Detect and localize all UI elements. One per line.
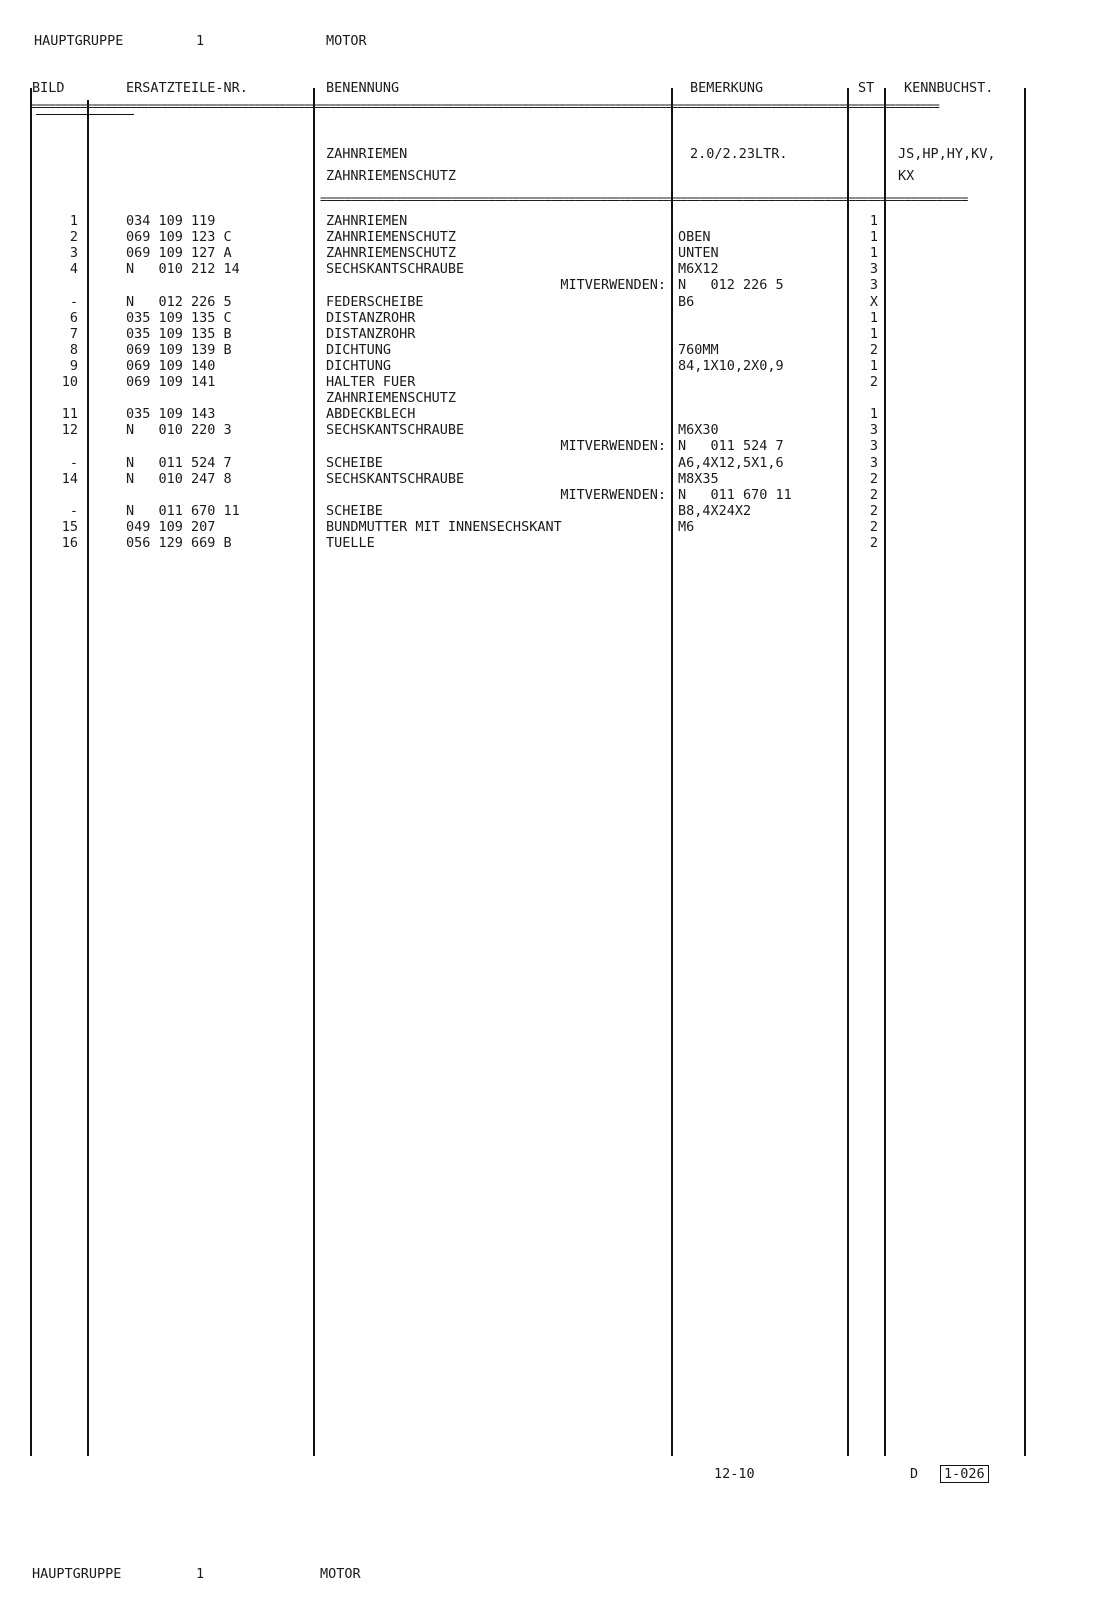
language-code: D: [910, 1466, 919, 1482]
rule-bild: [87, 100, 89, 1456]
col-nr-header: ERSATZTEILE-NR.: [126, 80, 248, 96]
row-benennung: BUNDMUTTER MIT INNENSECHSKANT: [326, 519, 562, 535]
row-benennung: MITVERWENDEN:: [560, 487, 666, 503]
row-part-number: 069 109 141: [126, 374, 216, 390]
row-part-number: N 010 247 8: [126, 471, 232, 487]
row-st: 3: [869, 261, 878, 277]
row-st: 3: [869, 277, 878, 293]
row-benennung: SECHSKANTSCHRAUBE: [326, 422, 465, 438]
row-bild: -: [69, 455, 78, 471]
row-benennung: ZAHNRIEMENSCHUTZ: [326, 229, 457, 245]
section-kenn-2: KX: [898, 168, 915, 184]
row-st: 2: [869, 535, 878, 551]
row-st: 3: [869, 438, 878, 454]
row-bemerkung: N 011 670 11: [678, 487, 792, 503]
row-bild: 10: [61, 374, 78, 390]
row-bild: 15: [61, 519, 78, 535]
col-bemerkung-header: BEMERKUNG: [690, 80, 764, 96]
row-bild: 14: [61, 471, 78, 487]
row-bemerkung: M6X30: [678, 422, 719, 438]
row-st: 2: [869, 374, 878, 390]
row-part-number: 049 109 207: [126, 519, 216, 535]
section-title-1: ZAHNRIEMEN: [326, 146, 408, 162]
row-st: 2: [869, 471, 878, 487]
row-bemerkung: M6X12: [678, 261, 719, 277]
row-st: 1: [869, 245, 878, 261]
row-part-number: 035 109 135 C: [126, 310, 232, 326]
row-st: 1: [869, 406, 878, 422]
row-benennung: ZAHNRIEMENSCHUTZ: [326, 390, 457, 406]
row-benennung: MITVERWENDEN:: [560, 438, 666, 454]
section-separator: ========================================================================================================: [320, 193, 968, 205]
rule-benennung: [671, 88, 673, 1456]
row-benennung: MITVERWENDEN:: [560, 277, 666, 293]
row-bemerkung: OBEN: [678, 229, 711, 245]
row-benennung: ZAHNRIEMENSCHUTZ: [326, 245, 457, 261]
row-part-number: 056 129 669 B: [126, 535, 232, 551]
row-part-number: 069 109 123 C: [126, 229, 232, 245]
row-part-number: N 012 226 5: [126, 294, 232, 310]
group-label: HAUPTGRUPPE: [34, 33, 124, 49]
next-group-name: MOTOR: [320, 1566, 361, 1582]
group-number: 1: [196, 33, 205, 49]
row-benennung: DICHTUNG: [326, 358, 392, 374]
row-bemerkung: M6: [678, 519, 695, 535]
row-benennung: SECHSKANTSCHRAUBE: [326, 261, 465, 277]
row-part-number: 069 109 127 A: [126, 245, 232, 261]
row-bild: 16: [61, 535, 78, 551]
row-st: 3: [869, 455, 878, 471]
document-code-box: 1-026: [940, 1465, 989, 1483]
row-st: 1: [869, 229, 878, 245]
row-st: 1: [869, 326, 878, 342]
row-bild: 11: [61, 406, 78, 422]
row-benennung: DISTANZROHR: [326, 310, 416, 326]
rule-bemerkung: [847, 88, 849, 1456]
row-part-number: N 010 220 3: [126, 422, 232, 438]
row-bild: 9: [69, 358, 78, 374]
section-kenn-1: JS,HP,HY,KV,: [898, 146, 996, 162]
row-bild: -: [69, 503, 78, 519]
section-title-2: ZAHNRIEMENSCHUTZ: [326, 168, 457, 184]
header-separator: ==================================================================================================================================================: [30, 100, 939, 112]
row-part-number: N 011 524 7: [126, 455, 232, 471]
row-bemerkung: N 011 524 7: [678, 438, 784, 454]
row-bild: 7: [69, 326, 78, 342]
row-benennung: HALTER FUER: [326, 374, 416, 390]
row-benennung: TUELLE: [326, 535, 375, 551]
row-part-number: 069 109 139 B: [126, 342, 232, 358]
row-bemerkung: B6: [678, 294, 695, 310]
row-bild: 1: [69, 213, 78, 229]
row-part-number: 035 109 135 B: [126, 326, 232, 342]
rule-left: [30, 88, 32, 1456]
next-group-label: HAUPTGRUPPE: [32, 1566, 122, 1582]
row-bild: 12: [61, 422, 78, 438]
row-benennung: ABDECKBLECH: [326, 406, 416, 422]
row-st: 3: [869, 422, 878, 438]
row-st: 1: [869, 310, 878, 326]
col-benennung-header: BENENNUNG: [326, 80, 400, 96]
col-st-header: ST: [858, 80, 875, 96]
row-bild: 4: [69, 261, 78, 277]
row-st: X: [869, 294, 878, 310]
row-bemerkung: B8,4X24X2: [678, 503, 752, 519]
row-bild: -: [69, 294, 78, 310]
row-bemerkung: A6,4X12,5X1,6: [678, 455, 784, 471]
row-part-number: N 010 212 14: [126, 261, 240, 277]
row-bild: 3: [69, 245, 78, 261]
row-bemerkung: N 012 226 5: [678, 277, 784, 293]
row-part-number: 069 109 140: [126, 358, 216, 374]
page-number: 12-10: [714, 1466, 755, 1482]
row-benennung: DISTANZROHR: [326, 326, 416, 342]
row-benennung: SECHSKANTSCHRAUBE: [326, 471, 465, 487]
col-kenn-header: KENNBUCHST.: [904, 80, 994, 96]
row-benennung: ZAHNRIEMEN: [326, 213, 408, 229]
rule-nr: [313, 88, 315, 1456]
row-st: 2: [869, 487, 878, 503]
next-group-number: 1: [196, 1566, 205, 1582]
row-part-number: 035 109 143: [126, 406, 216, 422]
row-bemerkung: 760MM: [678, 342, 719, 358]
row-part-number: 034 109 119: [126, 213, 216, 229]
row-st: 2: [869, 342, 878, 358]
row-benennung: SCHEIBE: [326, 455, 383, 471]
row-st: 2: [869, 519, 878, 535]
row-bild: 8: [69, 342, 78, 358]
section-bemerkung: 2.0/2.23LTR.: [690, 146, 788, 162]
row-st: 1: [869, 358, 878, 374]
rule-right: [1024, 88, 1026, 1456]
header-underline: [36, 114, 134, 115]
row-bemerkung: UNTEN: [678, 245, 719, 261]
rule-st: [884, 88, 886, 1456]
row-benennung: DICHTUNG: [326, 342, 392, 358]
col-bild-header: BILD: [32, 80, 65, 96]
row-benennung: FEDERSCHEIBE: [326, 294, 424, 310]
row-bemerkung: M8X35: [678, 471, 719, 487]
group-name: MOTOR: [326, 33, 367, 49]
row-st: 2: [869, 503, 878, 519]
row-st: 1: [869, 213, 878, 229]
row-bild: 6: [69, 310, 78, 326]
row-bemerkung: 84,1X10,2X0,9: [678, 358, 784, 374]
row-benennung: SCHEIBE: [326, 503, 383, 519]
row-part-number: N 011 670 11: [126, 503, 240, 519]
row-bild: 2: [69, 229, 78, 245]
